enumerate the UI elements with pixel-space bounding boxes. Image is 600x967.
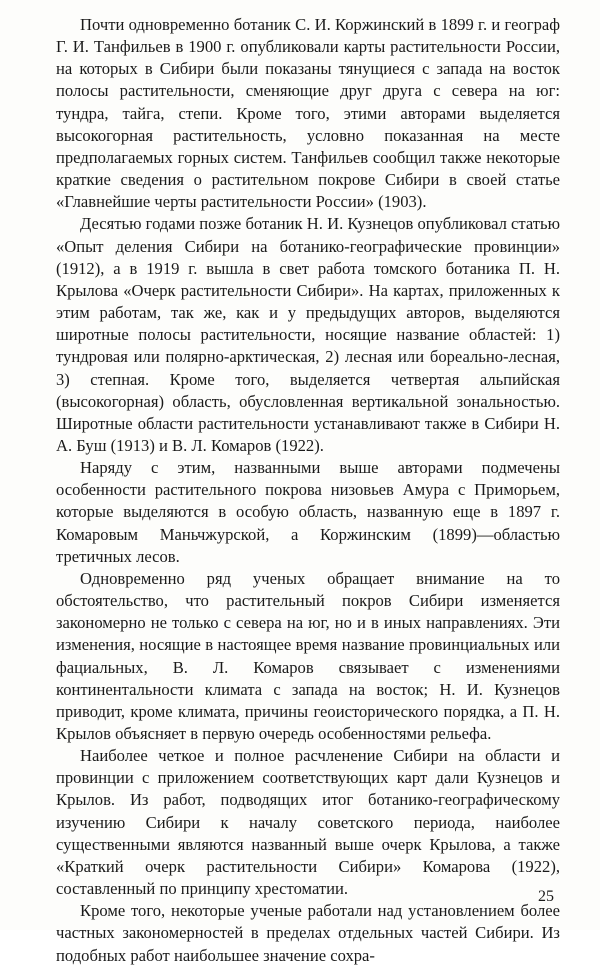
- paragraph-5: Наиболее четкое и полное расчленение Сибири на области и провинции с приложением соответствующих карт дали Кузнецов и Крылов. Из работ, подводящих итог ботанико-географическому изучению Сибири к началу советского периода, наиболее существенными являются названный выше очерк Крылова, а также «Краткий очерк растительности Сибири» Комарова (1922), составленный по принципу хрестоматии.: [56, 746, 560, 899]
- paragraph-1: Почти одновременно ботаник С. И. Коржинский в 1899 г. и географ Г. И. Танфильев в 1900 г. опубликовали карты растительности России, на которых в Сибири были показаны тянущиеся с запада на восток полосы растительности, сменяющие друг друга с севера на юг: тундра, тайга, степи. Кроме того, этими авторами выделяется высокогорная растительность, условно показанная на месте предполагаемых горных систем. Танфильев сообщил также некоторые краткие сведения о растительном покрове Сибири в своей статье «Главнейшие черты растительности России» (1903).: [56, 15, 560, 212]
- page-number: 25: [538, 888, 554, 905]
- paragraph-4: Одновременно ряд ученых обращает внимание на то обстоятельство, что растительный покров Сибири изменяется закономерно не только с севера на юг, но и в иных направлениях. Эти изменения, носящие в настоящее время название провинциальных или фациальных, В. Л. Комаров связывает с изменениями континентальности климата с запада на восток; Н. И. Кузнецов приводит, кроме климата, причины геоисторического порядка, а П. Н. Крылов объясняет в первую очередь особенностями рельефа.: [56, 568, 560, 743]
- main-text: [56, 14, 560, 967]
- paragraph-2: Десятью годами позже ботаник Н. И. Кузнецов опубликовал статью «Опыт деления Сибири на ботанико-географические провинции» (1912), а в 1919 г. вышла в свет работа томского ботаника П. Н. Крылова «Очерк растительности Сибири». На картах, приложенных к этим работам, так же, как и у предыдущих авторов, выделяются широтные полосы растительности, носящие название областей: 1) тундровая или полярно-арктическая, 2) лесная или бореально-лесная, 3) степная. Кроме того, выделяется четвертая альпийская (высокогорная) область, обусловленная вертикальной зональностью. Широтные области растительности устанавливают также в Сибири Н. А. Буш (1913) и В. Л. Комаров (1922).: [56, 214, 560, 455]
- paragraph-6: Кроме того, некоторые ученые работали над установлением более частных закономерностей в пределах отдельных частей Сибири. Из подобных работ наибольшее значение сохра-: [56, 901, 560, 965]
- paragraph-3: Наряду с этим, названными выше авторами подмечены особенности растительного покрова низовьев Амура с Приморьем, которые выделяются в особую область, названную еще в 1897 г. Комаровым Маньчжурской, а Коржинским (1899)—областью третичных лесов.: [56, 458, 560, 566]
